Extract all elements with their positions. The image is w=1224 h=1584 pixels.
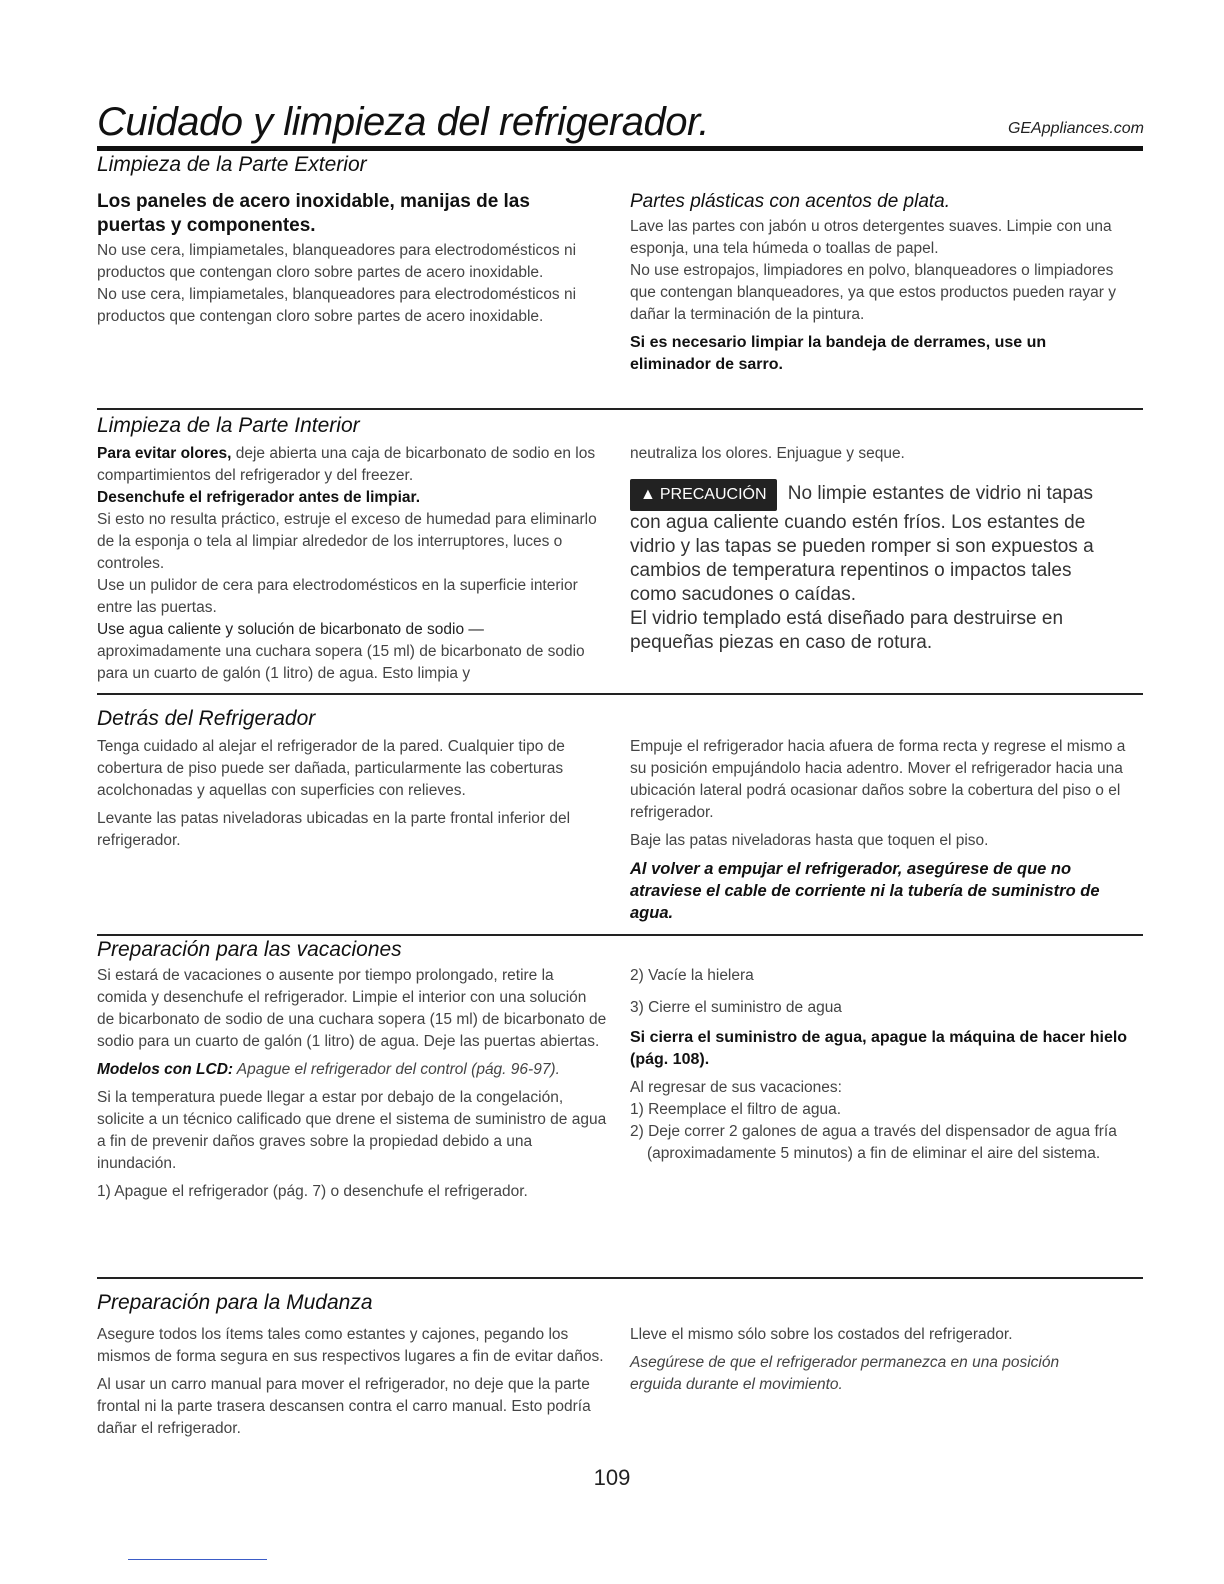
stainless-paragraph-2: No use cera, limpiametales, blanqueadores para electrodomésticos ni productos que contengan cloro sobre partes de acero inoxidable. bbox=[97, 286, 577, 325]
return-intro: Al regresar de sus vacaciones: bbox=[630, 1079, 842, 1096]
section-divider bbox=[97, 1277, 1143, 1279]
return-step-1: 1) Reemplace el filtro de agua. bbox=[630, 1101, 842, 1118]
vacation-step-2: 2) Vacíe la hielera bbox=[630, 967, 754, 984]
unplug-note: Desenchufe el refrigerador antes de limpiar. bbox=[97, 489, 421, 506]
footer-line bbox=[128, 1559, 267, 1560]
vacation-right-column bbox=[630, 965, 1135, 1165]
exterior-left-column bbox=[97, 190, 602, 328]
interior-left-column bbox=[97, 443, 602, 685]
behind-paragraph-2: Levante las patas niveladoras ubicadas en la parte frontal inferior del refrigerador. bbox=[97, 810, 571, 849]
plastic-paragraph-1: Lave las partes con jabón u otros detergentes suaves. Limpie con una esponja, una tela húmeda o toallas de papel. bbox=[630, 218, 1112, 257]
exterior-right-column bbox=[630, 190, 1130, 382]
vacation-paragraph-1: Si estará de vacaciones o ausente por tiempo prolongado, retire la comida y desenchufe el refrigerador. Limpie el interior con una solución de bicarbonato de sodio de una cuchara sopera (15 ml) de bicarbonato de sodio para un cuarto de galón (1 litro) de agua. Deje las puertas abiertas. bbox=[97, 967, 607, 1050]
page-title: Cuidado y limpieza del refrigerador. bbox=[97, 100, 709, 144]
behind-paragraph-3: Empuje el refrigerador hacia afuera de forma recta y regrese el mismo a su posición empujándolo hacia adentro. Mover el refrigerador hacia una ubicación lateral podrá ocasionar daños sobre la cobertura del piso o el refrigerador. bbox=[630, 738, 1126, 821]
lcd-text: Apague el refrigerador del control (pág. 96-97). bbox=[233, 1061, 560, 1078]
stainless-paragraph-1: No use cera, limpiametales, blanqueadores para electrodomésticos ni productos que contengan cloro sobre partes de acero inoxidable. bbox=[97, 242, 577, 281]
plastic-paragraph-2: No use estropajos, limpiadores en polvo, blanqueadores o limpiadores que contengan blanqueadores, ya que estos productos pueden rayar y dañar la terminación de la pintura. bbox=[630, 262, 1117, 323]
odor-paragraph bbox=[97, 443, 602, 487]
humidity-paragraph: Si esto no resulta práctico, estruje el exceso de humedad para eliminarlo de la esponja o tela al limpiar alrededor de los interruptores, luces o controles. bbox=[97, 511, 597, 572]
behind-left-column bbox=[97, 736, 602, 858]
vacation-step-3: 3) Cierre el suministro de agua bbox=[630, 999, 842, 1016]
caution-text: No limpie estantes de vidrio ni tapas con agua caliente cuando estén fríos. Los estantes de vidrio y las tapas se pueden romper si son expuestos a cambios de temperatura repentinos o impactos tales como sacudones o caídas. bbox=[630, 483, 1094, 605]
plastic-subheading: Partes plásticas con acentos de plata. bbox=[630, 191, 951, 212]
interior-right-column bbox=[630, 443, 1120, 655]
caution-paragraph bbox=[630, 479, 1120, 607]
caution-label: PRECAUCIÓN bbox=[659, 486, 767, 503]
solution-paragraph bbox=[97, 619, 602, 685]
section-heading-interior: Limpieza de la Parte Interior bbox=[97, 414, 360, 437]
freeze-paragraph: Si la temperatura puede llegar a estar por debajo de la congelación, solicite a un técnico calificado que drene el sistema de suministro de agua a fin de prevenir daños graves sobre la propiedad debido a una inundación. bbox=[97, 1089, 607, 1172]
behind-paragraph-4: Baje las patas niveladoras hasta que toquen el piso. bbox=[630, 832, 989, 849]
warning-triangle-icon: ▲ bbox=[640, 486, 656, 503]
wax-paragraph: Use un pulidor de cera para electrodomésticos en la superficie interior entre las puertas. bbox=[97, 577, 578, 616]
stainless-subheading: Los paneles de acero inoxidable, manijas de las puertas y componentes. bbox=[97, 191, 530, 236]
upright-note: Asegúrese de que el refrigerador permanezca en una posición erguida durante el movimiento. bbox=[630, 1354, 1060, 1393]
odor-text: deje abierta una caja de bicarbonato de sodio en los compartimientos del refrigerador y del freezer. bbox=[97, 445, 596, 484]
lcd-models-note bbox=[97, 1059, 607, 1081]
section-divider bbox=[97, 408, 1143, 410]
return-step-2: 2) Deje correr 2 galones de agua a través del dispensador de agua fría (aproximadamente 5 minutos) a fin de eliminar el aire del sistema. bbox=[630, 1123, 1117, 1162]
section-divider bbox=[97, 693, 1143, 695]
header-rule bbox=[97, 146, 1143, 151]
page-number: 109 bbox=[593, 1465, 631, 1490]
vacation-step-1: 1) Apague el refrigerador (pág. 7) o desenchufe el refrigerador. bbox=[97, 1183, 528, 1200]
moving-paragraph-2: Al usar un carro manual para mover el refrigerador, no deje que la parte frontal ni la parte trasera descansen contra el carro manual. Esto podría dañar el refrigerador. bbox=[97, 1376, 591, 1437]
solution-emphasis: Use agua caliente y solución de bicarbonato de sodio — bbox=[97, 621, 484, 638]
moving-paragraph-1: Asegure todos los ítems tales como estantes y cajones, pegando los mismos de forma segura en sus respectivos lugares a fin de evitar daños. bbox=[97, 1326, 604, 1365]
section-divider bbox=[97, 934, 1143, 936]
vacation-left-column bbox=[97, 965, 607, 1209]
cable-warning: Al volver a empujar el refrigerador, asegúrese de que no atraviese el cable de corriente ni la tubería de suministro de agua. bbox=[630, 860, 1100, 922]
lcd-label: Modelos con LCD: bbox=[97, 1061, 234, 1078]
drip-tray-note: Si es necesario limpiar la bandeja de derrames, use un eliminador de sarro. bbox=[630, 334, 1047, 373]
section-heading-moving: Preparación para la Mudanza bbox=[97, 1291, 373, 1314]
behind-right-column bbox=[630, 736, 1135, 930]
interior-continued: neutraliza los olores. Enjuague y seque. bbox=[630, 445, 905, 462]
odor-lead: Para evitar olores, bbox=[97, 445, 232, 462]
website-url: GEAppliances.com bbox=[1007, 120, 1144, 137]
section-heading-exterior: Limpieza de la Parte Exterior bbox=[97, 153, 367, 176]
caution-badge bbox=[630, 479, 777, 511]
solution-text: aproximadamente una cuchara sopera (15 ml) de bicarbonato de sodio para un cuarto de galón (1 litro) de agua. Esto limpia y bbox=[97, 643, 585, 682]
section-heading-vacation: Preparación para las vacaciones bbox=[97, 938, 402, 961]
tempered-glass-note: El vidrio templado está diseñado para destruirse en pequeñas piezas en caso de rotura. bbox=[630, 608, 1064, 653]
icemaker-note: Si cierra el suministro de agua, apague la máquina de hacer hielo (pág. 108). bbox=[630, 1029, 1128, 1068]
moving-paragraph-3: Lleve el mismo sólo sobre los costados del refrigerador. bbox=[630, 1326, 1013, 1343]
section-heading-behind: Detrás del Refrigerador bbox=[97, 707, 316, 730]
behind-paragraph-1: Tenga cuidado al alejar el refrigerador de la pared. Cualquier tipo de cobertura de piso puede ser dañada, particularmente las coberturas acolchonadas y aquellas con superficies con relieves. bbox=[97, 738, 565, 799]
moving-right-column bbox=[630, 1324, 1100, 1402]
moving-left-column bbox=[97, 1324, 607, 1446]
